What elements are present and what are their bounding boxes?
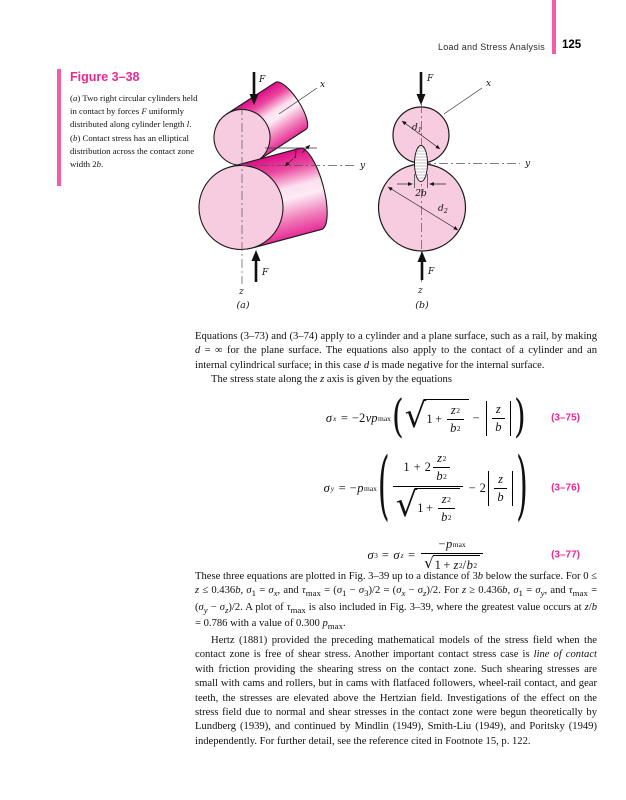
equation-3-75-body: σ x = −2 νp max ( √ 1 + z 2 b 2 − $\frac{z}{b}$ ) (325, 391, 526, 444)
paragraph-plotted-fig-3-39: These three equations are plotted in Fig. 3–39 up to a distance of 3b below the surface. For 0 ≤ z ≤ 0.436b, $\sigma_1 = \sigma_x$, and $\tau_{max} = (\sigma_1 - \sigma_3)/2 = (\sigma_x - \sigma_z)/2$. For z ≥ 0.436b, $\sigma_1 = \sigma_y$, and $\tau_{max} = (\sigma_y - \sigma_z)/2$. A plot of $\tau_{max}$ is also included in Fig. 3–39, where the greatest value occurs at z/b = 0.786 with a value of 0.300 $p_{max}$. (195, 571, 598, 632)
header-pink-rule (552, 0, 556, 54)
y-axis-label: y (360, 161, 366, 171)
length-label: l (294, 151, 297, 161)
paragraph-equations-apply: Equations (3–73) and (3–74) apply to a cylinder and a plane surface, such as a rail, by making d = ∞ for the plane surface. The equations also apply to the contact of a cylinder and an internal cylindrical surface; in this case d is made negative for the internal surface. (195, 331, 597, 371)
figure-caption: (a) Two right circular cylinders held in contact by forces F uniformly distributed along cylinder length l. (b) Contact stress has an elliptical distribution across the contact zone width 2b. (70, 93, 198, 170)
x-axis-label: x (486, 79, 492, 89)
cylinder-bottom (193, 145, 334, 259)
caption-pink-rule (57, 69, 61, 186)
force-arrow-bottom (252, 250, 261, 282)
force-label-top: F (427, 74, 434, 84)
equation-3-75 (195, 392, 597, 444)
equation-3-77-body: σ 3 = σ z = − p max √ 1 + z 2 / b 2 (367, 536, 485, 574)
force-arrow-top (417, 72, 426, 105)
x-axis-line (444, 88, 482, 114)
z-axis-label: z (418, 286, 423, 296)
y-axis-label: y (525, 159, 531, 169)
equation-3-75-number: (3–75) (551, 412, 580, 424)
body-text-block-1 (195, 330, 597, 387)
equation-block (195, 392, 597, 578)
equation-3-76-body: σ y = − p max ( 1 + 2 z 2 b 2 √ 1 + z 2 b 2 − 2 $\frac{z}{b}$ ) (323, 443, 528, 531)
equation-3-76-number: (3–76) (551, 482, 580, 494)
running-head: Load and Stress Analysis (437, 42, 545, 52)
equation-3-77-number: (3–77) (551, 549, 580, 561)
figure-b-end-view (368, 68, 553, 313)
d1-label: $d_1$ (412, 123, 422, 134)
page-number: 125 (562, 39, 582, 51)
figure-title: Figure 3–38 (70, 70, 140, 84)
force-label-bottom: F (262, 268, 269, 278)
paragraph-stress-state-lead-in: The stress state along the z axis is given by the equations (211, 373, 452, 385)
force-arrow-bottom (418, 251, 427, 280)
force-label-bottom: F (428, 267, 435, 277)
z-axis-label: z (239, 287, 244, 297)
subfigure-b-label: (b) (415, 300, 429, 311)
body-text-block-2 (195, 570, 597, 749)
d2-label: $d_2$ (438, 204, 448, 215)
subfigure-a-label: (a) (236, 300, 250, 311)
paragraph-hertz-history: Hertz (1881) provided the preceding mathematical models of the stress field when the contact zone is free of shear stress. Another important contact stress case is line of contact with friction providing the shearing stress on the contact zone. Such shearing stresses are small with cams and rollers, but in cams with flatfaced followers, wheel-rail contact, and gear teeth, the stresses are elevated above the Hertzian field. Investigations of the effect on the stress field due to normal and shear stresses in the contact zone were begun theoretically by Lundberg (1939), and continued by Mindlin (1949), Smith-Liu (1949), and Poritsky (1949) independently. For further detail, see the reference cited in Footnote 15, p. 122. (195, 634, 597, 747)
equation-3-76 (195, 444, 597, 532)
2b-label: 2b (415, 189, 427, 199)
force-label-top: F (259, 75, 266, 85)
x-axis-label: x (320, 80, 326, 90)
figure-a-cylinders-3d (193, 68, 378, 313)
